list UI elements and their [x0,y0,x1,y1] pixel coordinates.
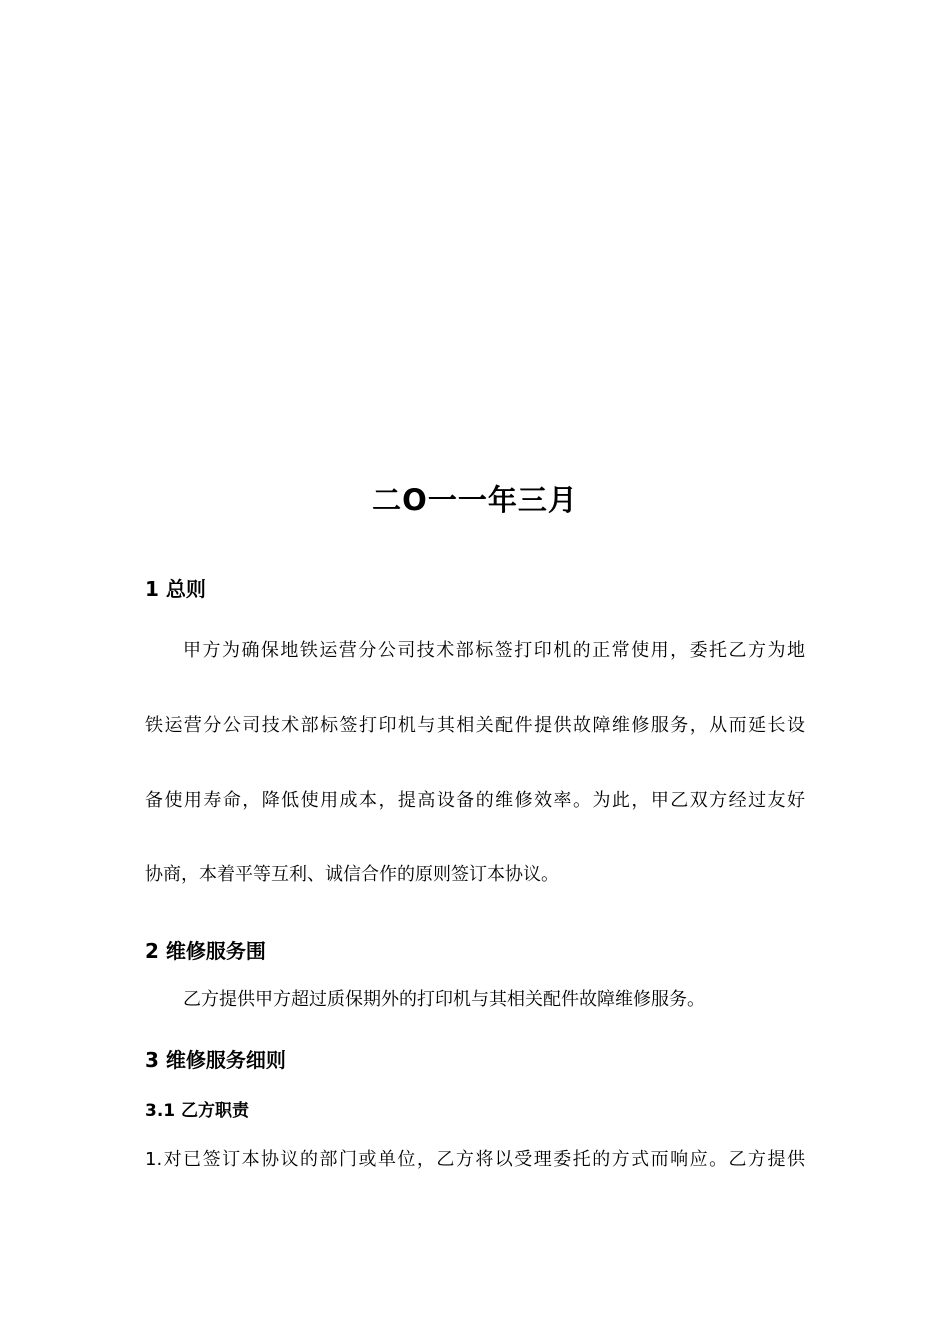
date-heading: 二O一一年三月 [372,483,578,517]
section-2-line-1: 乙方提供甲方超过质保期外的打印机与其相关配件故障维修服务。 [183,989,705,1010]
section-3-1-heading: 3.1 乙方职责 [145,1101,250,1121]
section-1-line-3: 备使用寿命，降低使用成本，提高设备的维修效率。为此，甲乙双方经过友好 [145,790,805,811]
section-1-line-4: 协商，本着平等互利、诚信合作的原则签订本协议。 [145,864,559,885]
section-1-heading: 1 总则 [145,577,206,601]
section-2-heading: 2 维修服务围 [145,939,266,963]
section-3-1-line-1: 1.对已签订本协议的部门或单位，乙方将以受理委托的方式而响应。乙方提供 [145,1149,805,1170]
section-1-line-1: 甲方为确保地铁运营分公司技术部标签打印机的正常使用，委托乙方为地 [183,640,805,661]
section-1-line-2: 铁运营分公司技术部标签打印机与其相关配件提供故障维修服务，从而延长设 [145,715,805,736]
section-3-heading: 3 维修服务细则 [145,1048,286,1072]
